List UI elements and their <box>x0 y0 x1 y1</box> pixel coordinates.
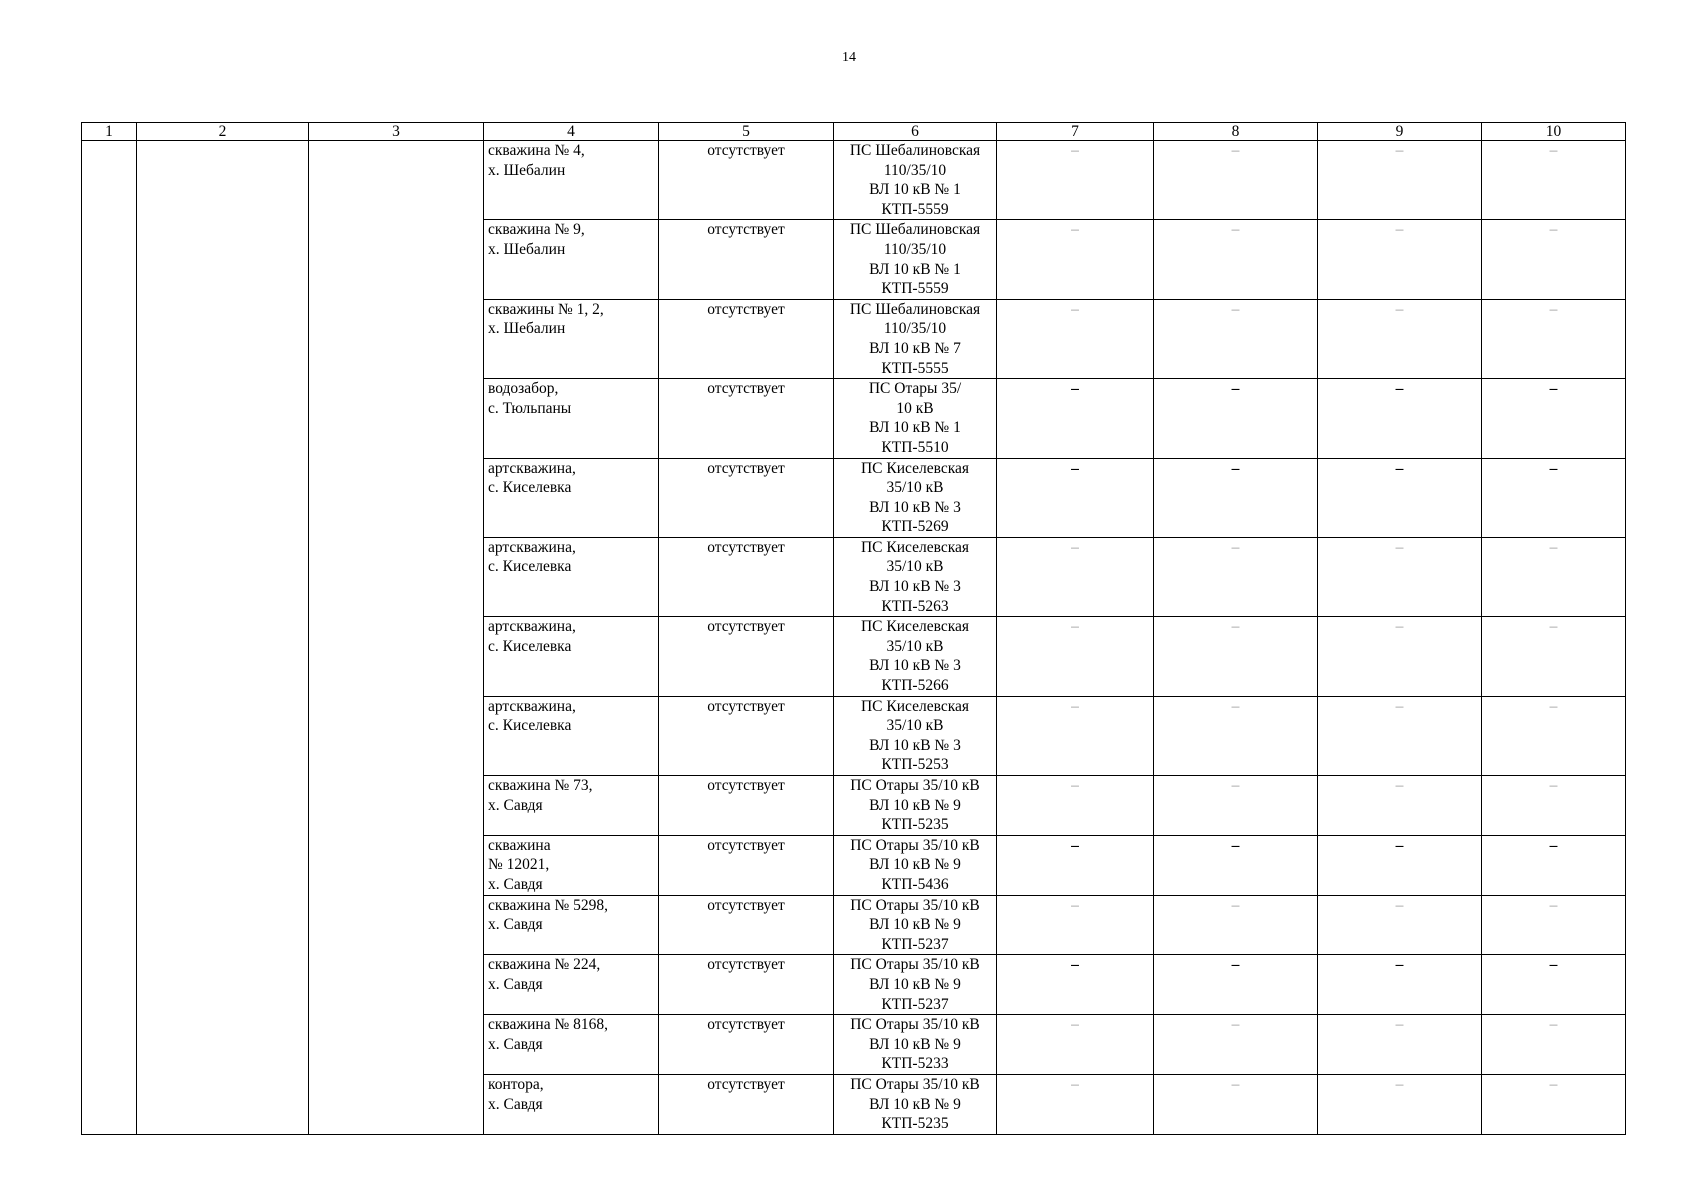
power-source-line: ПС Отары 35/10 кВ <box>850 896 980 914</box>
column-8-value-cell <box>1154 141 1318 220</box>
column-8-value-cell <box>1154 299 1318 378</box>
column-3-cell <box>309 141 484 1135</box>
column-7-value-cell <box>997 458 1154 537</box>
power-source-cell <box>834 895 997 955</box>
power-source-line: 110/35/10 <box>883 161 947 179</box>
object-name-cell <box>484 458 659 537</box>
dash-value: – <box>1395 1016 1404 1034</box>
dash-value: – <box>1071 538 1079 556</box>
column-10-value-cell <box>1482 299 1626 378</box>
column-7-value-cell <box>997 617 1154 696</box>
column-8-value-cell <box>1154 537 1318 616</box>
column-9-value-cell <box>1318 835 1482 895</box>
column-10-value-cell <box>1482 776 1626 836</box>
dash-value: – <box>1231 459 1240 477</box>
power-source-line: ВЛ 10 кВ № 7 <box>869 339 961 357</box>
dash-value: – <box>1395 538 1404 556</box>
dash-value: – <box>1071 697 1079 715</box>
power-source-line: ВЛ 10 кВ № 9 <box>869 975 961 993</box>
power-source-line: ВЛ 10 кВ № 9 <box>869 916 961 934</box>
power-source-cell <box>834 1074 997 1134</box>
power-source-cell <box>834 458 997 537</box>
status-cell: отсутствует <box>659 1074 834 1134</box>
dash-value: – <box>1071 956 1079 974</box>
column-7-value-cell <box>997 955 1154 1015</box>
object-name-line: скважина № 4, <box>488 142 585 159</box>
column-10-value-cell <box>1482 458 1626 537</box>
power-source-line: КТП-5269 <box>881 518 949 536</box>
dash-value: – <box>1071 896 1079 914</box>
dash-value: – <box>1231 896 1240 914</box>
power-source-line: ВЛ 10 кВ № 3 <box>869 657 961 675</box>
dash-value: – <box>1231 956 1240 974</box>
column-9-value-cell <box>1318 776 1482 836</box>
power-source-line: КТП-5559 <box>881 200 949 218</box>
object-name-cell <box>484 955 659 1015</box>
object-name-cell <box>484 379 659 458</box>
status-cell: отсутствует <box>659 379 834 458</box>
dash-value: – <box>1395 896 1404 914</box>
power-source-line: КТП-5436 <box>881 875 949 893</box>
object-name-line: скважина № 9, <box>488 221 585 239</box>
dash-value: – <box>1071 1016 1079 1034</box>
column-9-value-cell <box>1318 955 1482 1015</box>
power-source-line: ПС Киселевская <box>860 459 969 477</box>
object-name-line: № 12021, <box>488 856 550 874</box>
power-source-cell <box>834 220 997 299</box>
dash-value: – <box>1231 697 1240 715</box>
column-10-value-cell <box>1482 835 1626 895</box>
column-9-value-cell <box>1318 220 1482 299</box>
column-9-value-cell <box>1318 458 1482 537</box>
column-10-value-cell <box>1482 379 1626 458</box>
power-source-cell <box>834 696 997 775</box>
power-source-line: КТП-5559 <box>881 280 949 298</box>
status-cell: отсутствует <box>659 299 834 378</box>
column-header: 10 <box>1482 123 1626 141</box>
object-name-cell <box>484 537 659 616</box>
dash-value: – <box>1395 300 1404 318</box>
column-1-cell <box>82 141 137 1135</box>
dash-value: – <box>1231 836 1240 854</box>
dash-value: – <box>1395 697 1404 715</box>
power-source-line: 35/10 кВ <box>886 637 944 655</box>
column-header: 7 <box>997 123 1154 141</box>
object-name-line: х. Савдя <box>488 875 543 893</box>
column-10-value-cell <box>1482 141 1626 220</box>
column-7-value-cell <box>997 696 1154 775</box>
power-source-line: ПС Киселевская <box>860 697 969 715</box>
column-10-value-cell <box>1482 537 1626 616</box>
status-cell: отсутствует <box>659 141 834 220</box>
object-name-cell <box>484 617 659 696</box>
object-name-cell <box>484 1074 659 1134</box>
power-source-line: КТП-5266 <box>881 677 949 695</box>
column-7-value-cell <box>997 1074 1154 1134</box>
object-name-cell <box>484 1015 659 1075</box>
dash-value: – <box>1549 836 1558 854</box>
column-7-value-cell <box>997 1015 1154 1075</box>
object-name-line: артскважина, <box>488 538 576 556</box>
power-source-line: ПС Киселевская <box>860 618 969 636</box>
dash-value: – <box>1549 538 1558 556</box>
power-source-line: ВЛ 10 кВ № 1 <box>869 260 961 278</box>
power-source-cell <box>834 1015 997 1075</box>
column-9-value-cell <box>1318 141 1482 220</box>
power-source-line: 35/10 кВ <box>886 717 944 735</box>
power-source-line: ПС Киселевская <box>860 538 969 556</box>
dash-value: – <box>1549 896 1558 914</box>
power-source-line: 35/10 кВ <box>886 558 944 576</box>
object-name-cell <box>484 835 659 895</box>
power-source-cell <box>834 776 997 836</box>
power-source-line: КТП-5233 <box>881 1055 949 1073</box>
column-8-value-cell <box>1154 835 1318 895</box>
status-cell: отсутствует <box>659 895 834 955</box>
column-9-value-cell <box>1318 895 1482 955</box>
status-cell: отсутствует <box>659 696 834 775</box>
dash-value: – <box>1395 221 1404 239</box>
dash-value: – <box>1395 380 1404 398</box>
column-9-value-cell <box>1318 617 1482 696</box>
object-name-line: х. Савдя <box>488 1035 543 1053</box>
object-name-line: х. Шебалин <box>488 320 566 338</box>
power-source-cell <box>834 299 997 378</box>
column-8-value-cell <box>1154 617 1318 696</box>
column-10-value-cell <box>1482 220 1626 299</box>
column-header: 6 <box>834 123 997 141</box>
dash-value: – <box>1395 777 1404 794</box>
column-7-value-cell <box>997 537 1154 616</box>
column-8-value-cell <box>1154 696 1318 775</box>
column-10-value-cell <box>1482 1074 1626 1134</box>
column-9-value-cell <box>1318 299 1482 378</box>
column-2-cell <box>137 141 309 1135</box>
power-source-line: 10 кВ <box>896 399 934 417</box>
object-name-line: скважина № 8168, <box>488 1016 608 1034</box>
power-source-cell <box>834 617 997 696</box>
dash-value: – <box>1549 380 1558 398</box>
object-name-cell <box>484 141 659 220</box>
status-cell: отсутствует <box>659 537 834 616</box>
power-source-line: КТП-5510 <box>881 438 949 456</box>
power-source-line: ПС Шебалиновская <box>849 221 981 239</box>
column-7-value-cell <box>997 776 1154 836</box>
power-source-line: ВЛ 10 кВ № 3 <box>869 736 961 754</box>
power-source-line: КТП-5237 <box>881 935 949 953</box>
dash-value: – <box>1549 618 1558 636</box>
power-source-line: ВЛ 10 кВ № 3 <box>869 498 961 516</box>
column-header: 2 <box>137 123 309 141</box>
column-8-value-cell <box>1154 776 1318 836</box>
column-7-value-cell <box>997 835 1154 895</box>
object-name-cell <box>484 696 659 775</box>
dash-value: – <box>1395 836 1404 854</box>
dash-value: – <box>1549 459 1558 477</box>
power-source-cell <box>834 537 997 616</box>
dash-value: – <box>1549 142 1558 159</box>
dash-value: – <box>1071 1075 1079 1093</box>
dash-value: – <box>1071 618 1079 636</box>
object-name-line: с. Киселевка <box>488 717 572 735</box>
dash-value: – <box>1071 836 1079 854</box>
power-source-line: ПС Отары 35/10 кВ <box>850 777 980 794</box>
dash-value: – <box>1071 777 1079 794</box>
power-source-line: КТП-5235 <box>881 1115 949 1133</box>
column-8-value-cell <box>1154 1015 1318 1075</box>
object-name-line: скважина № 5298, <box>488 896 608 914</box>
column-7-value-cell <box>997 220 1154 299</box>
power-source-line: ВЛ 10 кВ № 1 <box>869 419 961 437</box>
power-source-line: ВЛ 10 кВ № 1 <box>869 181 961 199</box>
power-source-cell <box>834 379 997 458</box>
column-8-value-cell <box>1154 379 1318 458</box>
column-9-value-cell <box>1318 1074 1482 1134</box>
dash-value: – <box>1231 300 1240 318</box>
object-name-line: с. Киселевка <box>488 637 572 655</box>
power-source-line: ВЛ 10 кВ № 9 <box>869 856 961 874</box>
status-cell: отсутствует <box>659 220 834 299</box>
power-source-line: КТП-5237 <box>881 995 949 1013</box>
dash-value: – <box>1231 221 1240 239</box>
column-7-value-cell <box>997 299 1154 378</box>
column-8-value-cell <box>1154 220 1318 299</box>
object-name-line: скважины № 1, 2, <box>488 300 604 318</box>
power-source-line: 110/35/10 <box>883 240 947 258</box>
power-source-line: ВЛ 10 кВ № 9 <box>869 1095 961 1113</box>
column-8-value-cell <box>1154 1074 1318 1134</box>
dash-value: – <box>1395 459 1404 477</box>
power-source-line: КТП-5235 <box>881 816 949 834</box>
status-cell: отсутствует <box>659 835 834 895</box>
object-name-cell <box>484 895 659 955</box>
column-header: 3 <box>309 123 484 141</box>
object-name-line: х. Савдя <box>488 916 543 934</box>
page-number: 14 <box>842 50 856 65</box>
object-name-line: контора, <box>488 1075 544 1093</box>
object-name-line: артскважина, <box>488 459 576 477</box>
power-source-line: КТП-5555 <box>881 359 949 377</box>
table-row <box>82 141 1626 220</box>
object-name-line: скважина № 73, <box>488 777 593 794</box>
dash-value: – <box>1549 1075 1558 1093</box>
object-name-line: артскважина, <box>488 697 576 715</box>
dash-value: – <box>1549 777 1558 794</box>
column-9-value-cell <box>1318 379 1482 458</box>
object-name-line: с. Киселевка <box>488 558 572 576</box>
dash-value: – <box>1549 300 1558 318</box>
dash-value: – <box>1071 300 1079 318</box>
column-10-value-cell <box>1482 696 1626 775</box>
object-name-line: с. Киселевка <box>488 479 572 497</box>
dash-value: – <box>1231 1016 1240 1034</box>
object-name-cell <box>484 776 659 836</box>
dash-value: – <box>1071 380 1079 398</box>
dash-value: – <box>1549 1016 1558 1034</box>
power-source-line: КТП-5253 <box>881 756 949 774</box>
dash-value: – <box>1395 618 1404 636</box>
dash-value: – <box>1231 142 1240 159</box>
power-source-line: ПС Отары 35/10 кВ <box>850 836 980 854</box>
dash-value: – <box>1071 221 1079 239</box>
status-cell: отсутствует <box>659 458 834 537</box>
dash-value: – <box>1395 1075 1404 1093</box>
object-name-line: водозабор, <box>488 380 559 398</box>
power-source-line: 110/35/10 <box>883 320 947 338</box>
column-8-value-cell <box>1154 955 1318 1015</box>
power-source-line: ПС Шебалиновская <box>849 300 981 318</box>
object-name-line: с. Тюльпаны <box>488 399 572 417</box>
column-9-value-cell <box>1318 696 1482 775</box>
column-10-value-cell <box>1482 617 1626 696</box>
column-header: 5 <box>659 123 834 141</box>
power-source-cell <box>834 141 997 220</box>
power-source-line: ПС Отары 35/10 кВ <box>850 1075 980 1093</box>
power-source-line: 35/10 кВ <box>886 479 944 497</box>
dash-value: – <box>1549 221 1558 239</box>
power-source-line: ПС Отары 35/10 кВ <box>850 956 980 974</box>
object-name-line: скважина <box>488 836 551 854</box>
column-header: 1 <box>82 123 137 141</box>
dash-value: – <box>1231 777 1240 794</box>
column-header: 4 <box>484 123 659 141</box>
object-name-line: х. Савдя <box>488 796 543 814</box>
column-10-value-cell <box>1482 1015 1626 1075</box>
column-header: 8 <box>1154 123 1318 141</box>
header-row <box>82 123 1626 141</box>
power-source-cell <box>834 835 997 895</box>
column-10-value-cell <box>1482 955 1626 1015</box>
column-7-value-cell <box>997 379 1154 458</box>
column-9-value-cell <box>1318 1015 1482 1075</box>
power-source-line: ПС Отары 35/10 кВ <box>850 1016 980 1034</box>
dash-value: – <box>1231 1075 1240 1093</box>
dash-value: – <box>1231 380 1240 398</box>
dash-value: – <box>1231 618 1240 636</box>
object-name-line: артскважина, <box>488 618 576 636</box>
object-name-cell <box>484 299 659 378</box>
column-7-value-cell <box>997 895 1154 955</box>
object-name-line: скважина № 224, <box>488 956 601 974</box>
power-source-line: ВЛ 10 кВ № 9 <box>869 796 961 814</box>
object-name-line: х. Шебалин <box>488 240 566 258</box>
power-source-line: ВЛ 10 кВ № 9 <box>869 1035 961 1053</box>
data-table <box>81 122 1626 1135</box>
status-cell: отсутствует <box>659 617 834 696</box>
power-source-line: ПС Отары 35/ <box>868 380 962 398</box>
power-source-line: КТП-5263 <box>881 597 949 615</box>
column-10-value-cell <box>1482 895 1626 955</box>
object-name-cell <box>484 220 659 299</box>
power-source-line: ВЛ 10 кВ № 3 <box>869 578 961 596</box>
column-header: 9 <box>1318 123 1482 141</box>
dash-value: – <box>1071 142 1079 159</box>
column-7-value-cell <box>997 141 1154 220</box>
column-8-value-cell <box>1154 895 1318 955</box>
dash-value: – <box>1549 697 1558 715</box>
object-name-line: х. Савдя <box>488 975 543 993</box>
dash-value: – <box>1395 956 1404 974</box>
table-body <box>82 123 1626 1135</box>
dash-value: – <box>1071 459 1079 477</box>
dash-value: – <box>1395 142 1404 159</box>
dash-value: – <box>1549 956 1558 974</box>
column-9-value-cell <box>1318 537 1482 616</box>
status-cell: отсутствует <box>659 1015 834 1075</box>
power-source-cell <box>834 955 997 1015</box>
dash-value: – <box>1231 538 1240 556</box>
power-source-line: ПС Шебалиновская <box>849 142 981 159</box>
column-8-value-cell <box>1154 458 1318 537</box>
object-name-line: х. Савдя <box>488 1095 543 1113</box>
object-name-line: х. Шебалин <box>488 161 566 179</box>
status-cell: отсутствует <box>659 955 834 1015</box>
status-cell: отсутствует <box>659 776 834 836</box>
